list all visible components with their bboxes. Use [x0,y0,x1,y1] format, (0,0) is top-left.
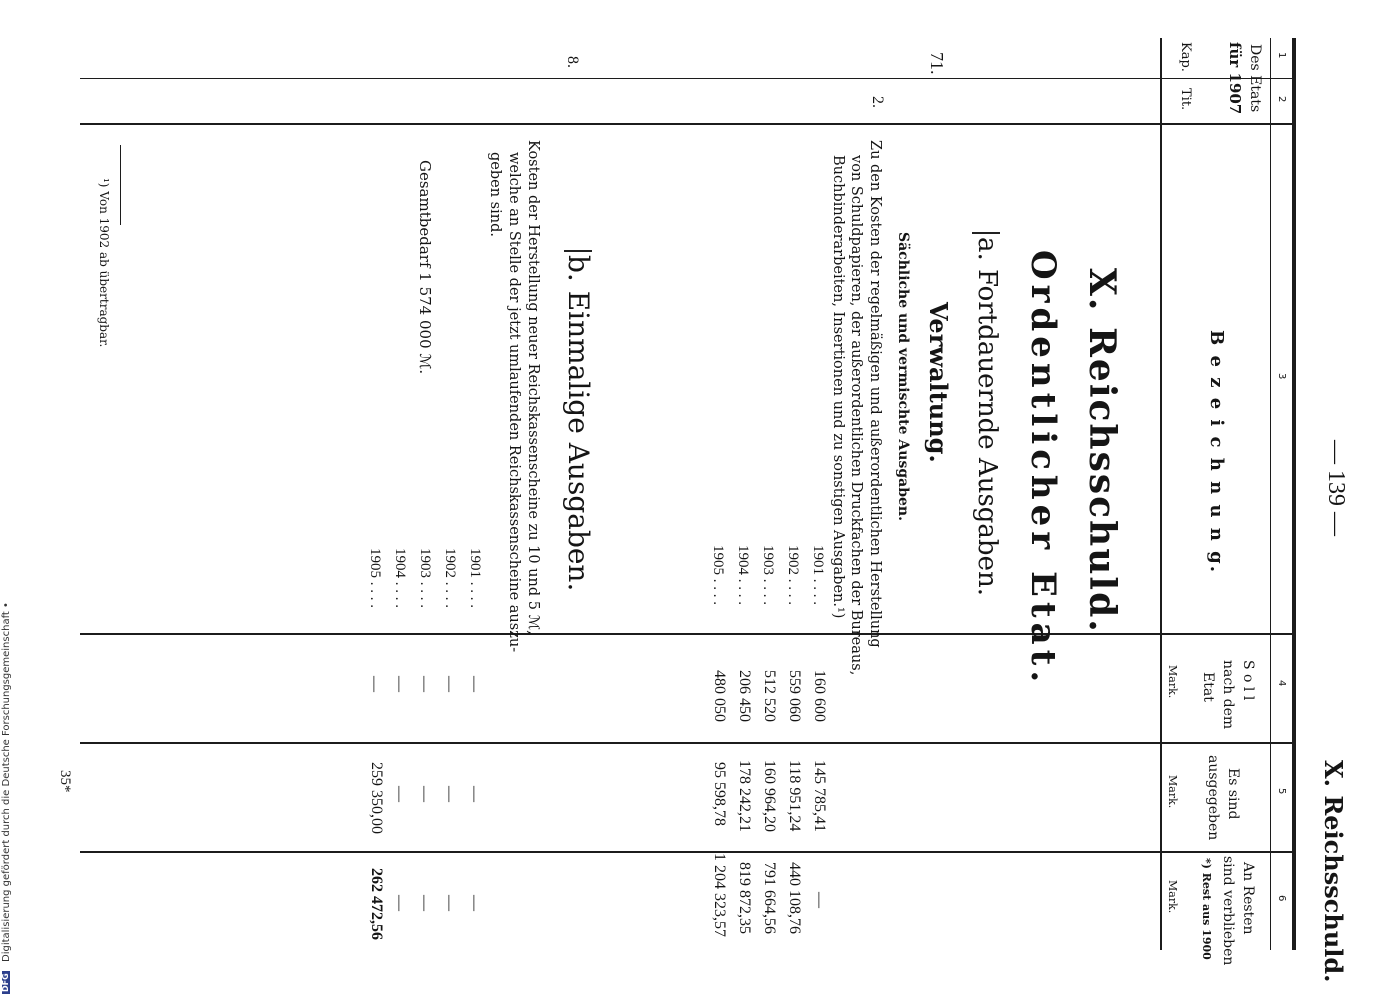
tit2-rest-1905: 1 204 323,57 [711,853,728,937]
tit8-ausgegeben-1904: — [391,786,408,802]
tit8-year-1903: 1903 . . . . [417,548,433,608]
tit2-soll-1905: 480 050 [711,670,728,722]
tit8-ausgegeben-1903: — [416,786,433,802]
tit2-ausgegeben-1903: 160 964,20 [761,760,778,832]
tit2-ausgegeben-1905: 95 598,78 [711,762,728,826]
chapter-title: X. Reichsschuld. [1081,268,1123,634]
kap-number: 71. [927,52,947,75]
col-divider-4 [80,742,1292,744]
tit8-rest-1904: — [391,895,408,911]
tit2-rest-1901: — [811,892,828,908]
tit8-soll-1901: — [466,676,483,692]
col-divider-2 [80,123,1292,125]
etat-label-1: Des Etats [1247,44,1263,113]
desc-2-line-1: Zu den Kosten der regelmäßigen und außerordentlichen Herstellung [867,140,883,648]
page-number: — 139 — [1323,440,1349,536]
signature-mark: 35* [57,770,73,793]
tit-number-2: 2. [869,96,886,108]
tit2-soll-1902: 559 060 [786,670,803,722]
tit2-rest-1904: 819 872,35 [736,862,753,934]
section-b-heading: b. Einmalige Ausgaben. [564,250,592,591]
footnote-rule [120,145,121,225]
resten-footnote: *) Rest aus 1900 [1200,858,1213,960]
col-num-6: 6 [1276,895,1287,902]
col-divider-5 [80,851,1292,853]
tit2-soll-1903: 512 520 [761,670,778,722]
tit8-ausgegeben-1902: — [441,786,458,802]
tit2-rest-1902: 440 108,76 [786,862,803,934]
tit2-year-1902: 1902 . . . . [785,545,801,605]
ausgegeben-header-1: Es sind [1225,768,1241,820]
col-divider-1 [80,78,1292,79]
desc-8-line-2: welche an Stelle der jetzt umlaufenden Reichskassenscheine auszu- [506,152,522,653]
tit2-year-1901: 1901 . . . . [810,545,826,605]
col-number-rule [1270,38,1271,950]
tit2-year-1903: 1903 . . . . [760,545,776,605]
tit8-soll-1902: — [441,676,458,692]
tit8-soll-1904: — [391,676,408,692]
verwaltung-heading: Verwaltung. [924,302,953,463]
footnote: ¹) Von 1902 ab übertragbar. [97,178,111,348]
resten-header-1: An Resten [1240,862,1256,935]
kap-label: Kap. [1178,42,1193,72]
resten-header-2: sind verblieben [1220,856,1236,966]
tit8-rest-1903: — [416,895,433,911]
tit2-year-1904: 1904 . . . . [735,545,751,605]
mark-4: Mark. [1166,665,1179,699]
col-num-2: 2 [1276,96,1287,103]
col-num-1: 1 [1276,52,1287,59]
desc-8-line-3: geben sind. [487,152,503,237]
tit2-soll-1901: 160 600 [811,670,828,722]
table-outer-rule [1292,38,1296,950]
desc-2-line-3: Buchbinderarbeiten, Insertionen und zu sonstigen Ausgaben.¹) [830,155,846,619]
tit2-soll-1904: 206 450 [736,670,753,722]
digitization-credit: Digitalisierung gefördert durch die Deutsche Forschungsgemeinschaft • [1,602,12,962]
tit8-year-1901: 1901 . . . . [467,548,483,608]
section-a-heading: a. Fortdauernde Ausgaben. [972,232,1000,596]
tit8-year-1902: 1902 . . . . [442,548,458,608]
tit2-ausgegeben-1904: 178 242,21 [736,760,753,832]
etat-label-2: für 1907 [1226,42,1244,115]
tit8-ausgegeben-1905: 259 350,00 [368,762,385,834]
tit8-soll-1903: — [416,676,433,692]
soll-header-3: Etat [1200,672,1216,702]
tit8-year-1904: 1904 . . . . [392,548,408,608]
soll-header-1: S o l l [1240,660,1256,701]
tit-label: Tit. [1178,88,1193,111]
header-rule [1160,38,1162,950]
col-num-3: 3 [1276,373,1287,380]
col-num-5: 5 [1276,788,1287,795]
mark-5: Mark. [1166,775,1179,809]
running-title: X. Reichsschuld. [1319,760,1348,983]
col-num-4: 4 [1276,680,1287,687]
saechliche-heading: Sächliche und vermischte Ausgaben. [895,232,911,521]
desc-8-line-1: Kosten der Herstellung neuer Reichskassenscheine zu 10 und 5 ℳ, [525,140,541,635]
tit8-rest-1901: — [466,895,483,911]
tit2-year-1905: 1905 . . . . [710,545,726,605]
gesamtbedarf: Gesamtbedarf 1 574 000 ℳ. [416,160,434,375]
tit2-rest-1903: 791 664,56 [761,862,778,934]
tit8-rest-1905: 262 472,56 [368,868,385,940]
tit2-ausgegeben-1902: 118 951,24 [786,760,803,832]
mark-6: Mark. [1166,880,1179,914]
tit2-ausgegeben-1901: 145 785,41 [811,760,828,832]
dfg-logo: DFG [1,973,10,992]
ausgegeben-header-2: ausgegeben [1205,755,1221,841]
desc-2-line-2: von Schuldpapieren, der außerordentlichen Druckfachen der Bureaus, [848,155,864,676]
tit8-soll-1905: — [366,676,383,692]
tit8-ausgegeben-1901: — [466,786,483,802]
etat-title: Ordentlicher Etat. [1023,250,1063,688]
tit8-rest-1902: — [441,895,458,911]
bezeichnung-header: B e z e i c h n u n g. [1206,330,1227,575]
tit-number-8: 8. [564,56,581,68]
tit8-year-1905: 1905 . . . . [367,548,383,608]
soll-header-2: nach dem [1220,660,1236,730]
